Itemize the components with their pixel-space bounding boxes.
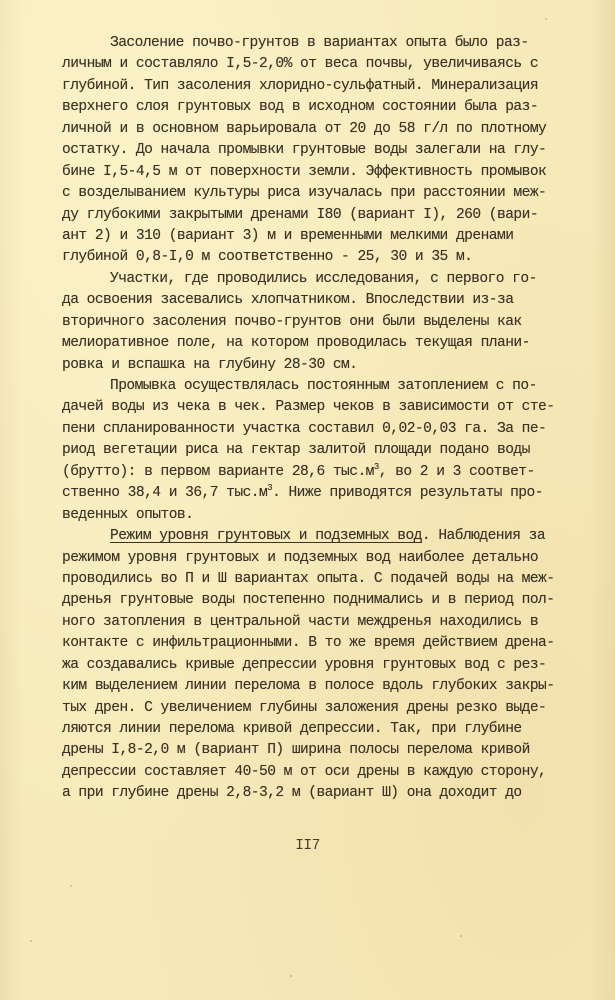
text-line: верхнего слоя грунтовых вод в исходном состоянии была раз- bbox=[62, 99, 539, 116]
text-line: тых дрен. С увеличением глубины заложения дрены резко выде- bbox=[62, 699, 547, 716]
paper-speck bbox=[460, 935, 462, 937]
text-line: Засоление почво-грунтов в вариантах опыта было раз- bbox=[110, 35, 529, 51]
text-line bbox=[62, 462, 602, 483]
body-text bbox=[62, 33, 602, 805]
text-line: бине I,5-4,5 м от поверхности земли. Эффективность промывок bbox=[62, 163, 547, 180]
text-line: ду глубокими закрытыми дренами I80 (вариант I), 260 (вари- bbox=[62, 206, 539, 223]
text-line: риод вегетации риса на гектар залитой площади подано воды bbox=[62, 442, 530, 459]
paper-speck bbox=[290, 975, 292, 977]
text-line: Участки, где проводились исследования, с первого го- bbox=[110, 270, 537, 287]
text-line: веденных опытов. bbox=[62, 506, 194, 523]
superscript: 3 bbox=[373, 461, 379, 472]
paragraph-soil-salinity bbox=[62, 33, 602, 269]
text-fragment: . Ниже приводятся результаты про- bbox=[272, 485, 543, 502]
text-line: проводились во П и Ш вариантах опыта. С подачей воды на меж- bbox=[62, 570, 555, 587]
text-line: мелиоративное поле, на котором проводилась текущая плани- bbox=[62, 335, 530, 352]
text-line: жа создавались кривые депрессии уровня грунтовых вод с рез- bbox=[62, 656, 547, 673]
paper-speck bbox=[545, 18, 547, 20]
paper-speck bbox=[30, 940, 32, 942]
text-line: режимом уровня грунтовых и подземных вод наиболее детально bbox=[62, 549, 539, 566]
section-heading: Режим уровня грунтовых и подземных вод bbox=[110, 528, 422, 545]
text-fragment: ственно 38,4 и 36,7 тыс.м bbox=[62, 485, 268, 502]
text-line bbox=[62, 526, 602, 547]
text-line: глубиной. Тип засоления хлоридно-сульфатный. Минерализация bbox=[62, 77, 539, 94]
text-line: дрены I,8-2,0 м (вариант П) ширина полосы перелома кривой bbox=[62, 742, 530, 759]
text-line: личным и составляло I,5-2,0% от веса почвы, увеличиваясь с bbox=[62, 56, 539, 73]
text-line: да освоения засевались хлопчатником. Впоследствии из-за bbox=[62, 292, 514, 309]
text-line: личной и в основном варьировала от 20 до 58 г/л по плотному bbox=[62, 120, 547, 137]
page-number: II7 bbox=[295, 838, 320, 854]
text-fragment: . Наблюдения за bbox=[421, 528, 546, 545]
text-line: остатку. До начала промывки грунтовые воды залегали на глу- bbox=[62, 142, 547, 159]
paragraph-leaching-method bbox=[62, 376, 602, 526]
text-line: контакте с инфильтрационными. В то же время действием дрена- bbox=[62, 635, 555, 652]
text-line: ант 2) и 310 (вариант 3) м и временными мелкими дренами bbox=[62, 227, 514, 244]
text-line: дачей воды из чека в чек. Размер чеков в зависимости от сте- bbox=[62, 399, 555, 416]
superscript: 3 bbox=[267, 483, 273, 494]
text-line: с возделыванием культуры риса изучалась при расстоянии меж- bbox=[62, 185, 547, 202]
text-fragment: (брутто): в первом варианте 28,6 тыс.м bbox=[62, 463, 374, 480]
text-line bbox=[62, 483, 602, 504]
text-line: Промывка осуществлялась постоянным затоплением с по- bbox=[110, 378, 537, 394]
paragraph-plots-history bbox=[62, 269, 602, 376]
paper-speck bbox=[70, 885, 72, 887]
text-line: ляются линии перелома кривой депрессии. Так, при глубине bbox=[62, 721, 522, 737]
text-fragment: , во 2 и 3 соответ- bbox=[378, 463, 535, 480]
text-line: ким выделением линии перелома в полосе вдоль глубоких закры- bbox=[62, 678, 555, 695]
text-line: глубиной 0,8-I,0 м соответственно - 25, 30 и 35 м. bbox=[62, 249, 473, 266]
paragraph-groundwater-regime bbox=[62, 526, 602, 805]
text-line: ровка и вспашка на глубину 28-30 см. bbox=[62, 356, 358, 373]
text-line: вторичного засоления почво-грунтов они были выделены как bbox=[62, 313, 522, 330]
text-line: ного затопления в центральной части междренья находились в bbox=[62, 613, 539, 630]
text-line: а при глубине дрены 2,8-3,2 м (вариант Ш) она доходит до bbox=[62, 785, 522, 802]
text-line: депрессии составляет 40-50 м от оси дрены в каждую сторону, bbox=[62, 763, 547, 780]
text-line: дренья грунтовые воды постепенно поднимались и в период пол- bbox=[62, 592, 555, 609]
text-line: пени спланированности участка составил 0,02-0,03 га. За пе- bbox=[62, 420, 547, 437]
